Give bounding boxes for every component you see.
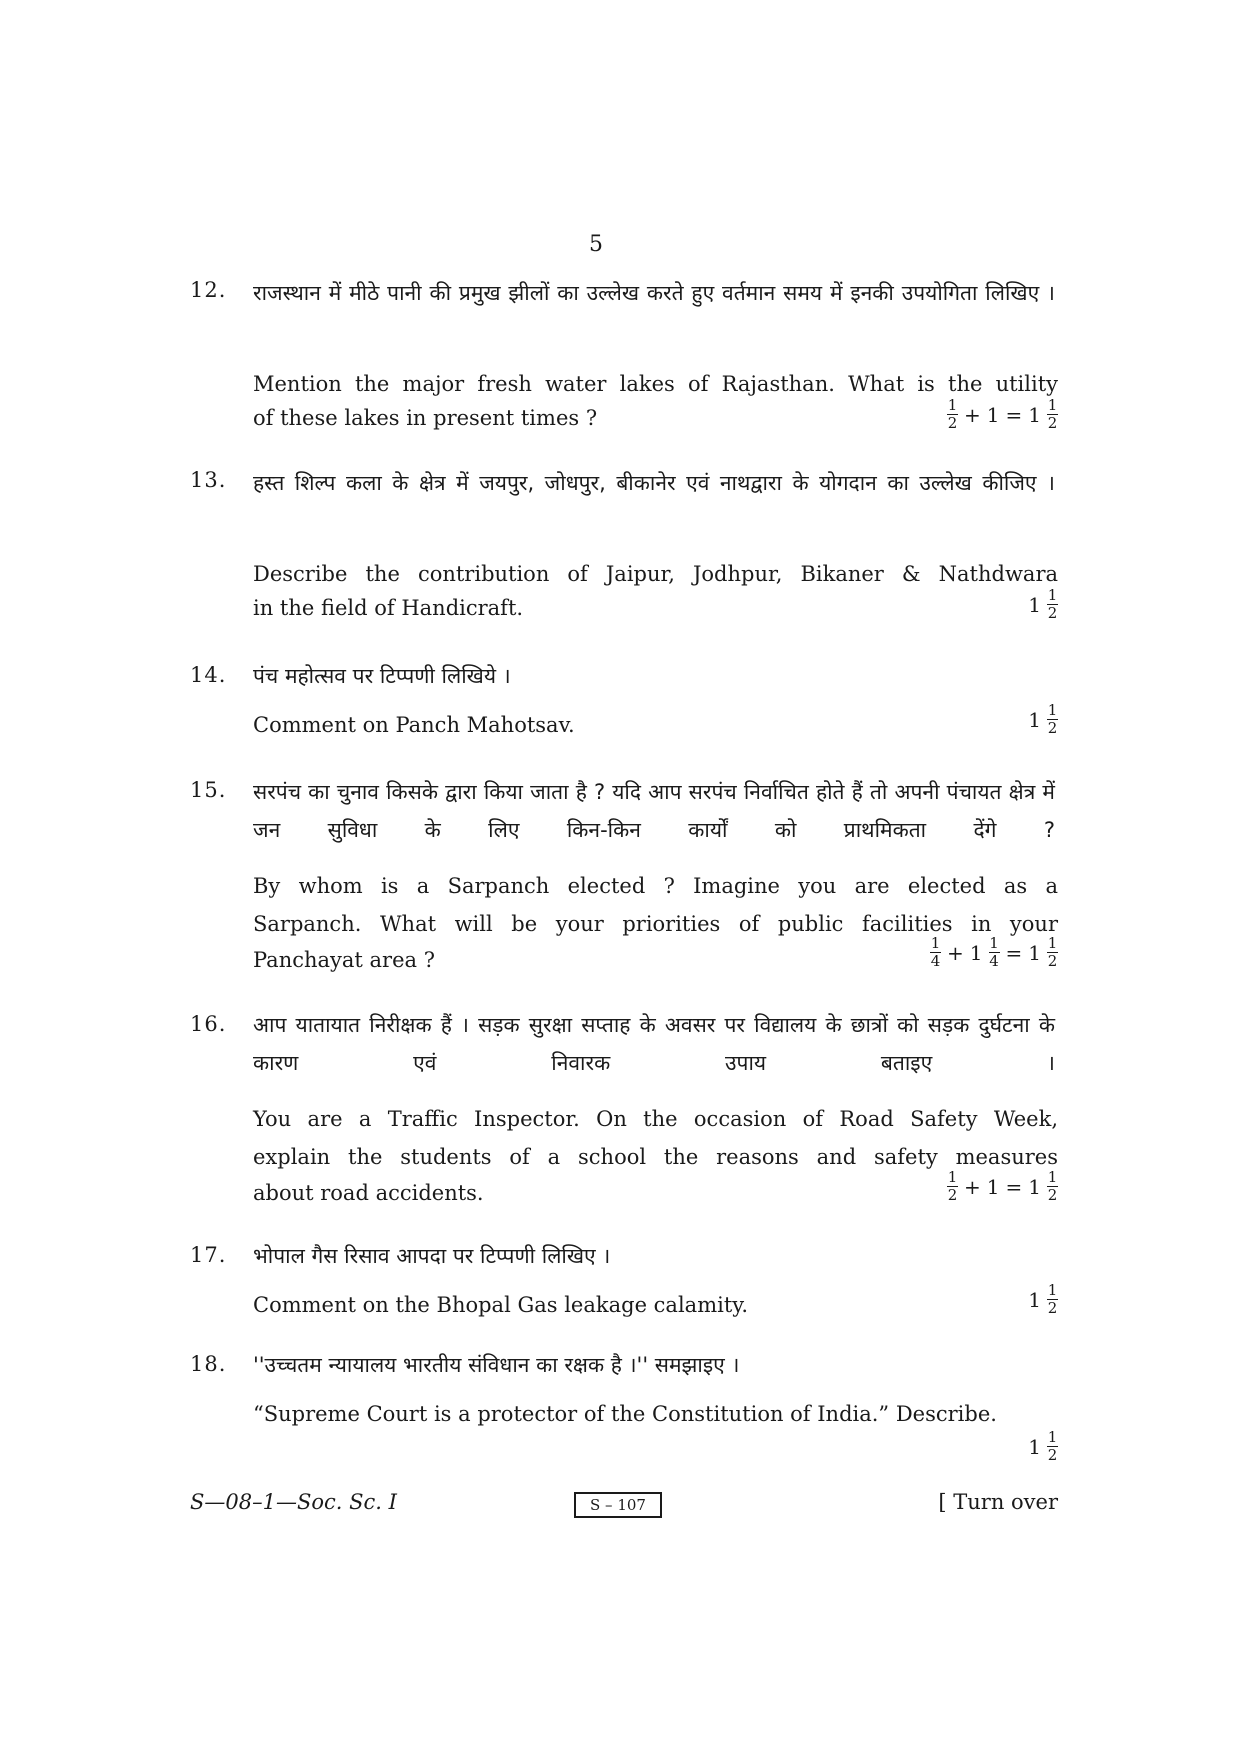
question-hindi-text: राजस्थान में मीठे पानी की प्रमुख झीलों का उल्लेख करते हुए वर्तमान समय में इनकी उपयोगिता लिखिए । bbox=[253, 281, 1055, 305]
fraction: $\frac{1}{4}$ bbox=[989, 934, 999, 970]
fraction: $\frac{1}{2}$ bbox=[1047, 396, 1058, 432]
fraction: $\frac{1}{2}$ bbox=[1047, 1281, 1058, 1317]
fraction: $\frac{1}{2}$ bbox=[1047, 934, 1058, 970]
question-english-text bbox=[253, 1397, 1058, 1431]
marks-whole: 1 bbox=[1028, 940, 1041, 965]
text-line: Comment on the Bhopal Gas leakage calamity. bbox=[253, 1293, 749, 1317]
marks bbox=[1028, 1430, 1058, 1463]
question-hindi-text: हस्त शिल्प कला के क्षेत्र में जयपुर, जोधपुर, बीकानेर एवं नाथद्वारा के योगदान का उल्लेख कीजिए । bbox=[253, 471, 1055, 495]
question-english-text bbox=[253, 708, 1058, 742]
marks-whole: 1 bbox=[1028, 1434, 1041, 1459]
question-hindi-text: पंच महोत्सव पर टिप्पणी लिखिये । bbox=[253, 664, 511, 688]
text-line: of these lakes in present times ? bbox=[253, 406, 598, 430]
question-english-text bbox=[253, 557, 1058, 625]
text-line: You are a Traffic Inspector. On the occasion of Road Safety Week, bbox=[253, 1107, 1058, 1131]
marks bbox=[1028, 1283, 1058, 1316]
marks-whole: 1 bbox=[969, 940, 983, 965]
text-line: about road accidents. bbox=[253, 1181, 484, 1205]
question-english-text bbox=[253, 1288, 1058, 1322]
text-line: explain the students of a school the reasons and safety measures bbox=[253, 1145, 1058, 1169]
question-english-text bbox=[253, 367, 1058, 435]
marks-whole: 1 bbox=[1028, 1287, 1041, 1312]
fraction: $\frac{1}{4}$ bbox=[930, 934, 941, 970]
marks bbox=[930, 936, 1058, 969]
question-number: 14. bbox=[190, 663, 227, 687]
question-number: 12. bbox=[190, 278, 227, 302]
marks-whole: 1 bbox=[1028, 592, 1041, 617]
plus-sign: + bbox=[964, 1174, 981, 1199]
marks bbox=[1028, 588, 1058, 621]
question-number: 15. bbox=[190, 778, 227, 802]
question-number: 18. bbox=[190, 1352, 227, 1376]
text-line: Comment on Panch Mahotsav. bbox=[253, 713, 575, 737]
marks-whole: 1 bbox=[1028, 707, 1041, 732]
marks bbox=[947, 398, 1058, 431]
marks-value: 1 bbox=[986, 402, 1000, 427]
question-hindi-text: भोपाल गैस रिसाव आपदा पर टिप्पणी लिखिए । bbox=[253, 1244, 611, 1268]
marks bbox=[947, 1170, 1058, 1203]
question-number: 13. bbox=[190, 468, 227, 492]
fraction: $\frac{1}{2}$ bbox=[1047, 586, 1058, 622]
turn-over-label: [ Turn over bbox=[938, 1490, 1058, 1514]
paper-code: S—08–1—Soc. Sc. I bbox=[190, 1490, 397, 1514]
marks-whole: 1 bbox=[1028, 1174, 1041, 1199]
plus-sign: + bbox=[947, 940, 964, 965]
marks-value: 1 bbox=[986, 1174, 1000, 1199]
text-line: Describe the contribution of Jaipur, Jodhpur, Bikaner & Nathdwara bbox=[253, 562, 1058, 586]
text-line: in the field of Handicraft. bbox=[253, 596, 524, 620]
plus-sign: + bbox=[964, 402, 981, 427]
question-hindi-text: आप यातायात निरीक्षक हैं । सड़क सुरक्षा सप्ताह के अवसर पर विद्यालय के छात्रों को सड़क दुर्घटना के कारण एवं निवारक उपाय बताइए । bbox=[253, 1013, 1055, 1075]
fraction: $\frac{1}{2}$ bbox=[947, 396, 958, 432]
fraction: $\frac{1}{2}$ bbox=[947, 1168, 958, 1204]
fraction: $\frac{1}{2}$ bbox=[1047, 1428, 1058, 1464]
text-line: Mention the major fresh water lakes of Rajasthan. What is the utility bbox=[253, 372, 1058, 396]
text-line: Sarpanch. What will be your priorities of public facilities in your bbox=[253, 912, 1058, 936]
question-number: 16. bbox=[190, 1012, 227, 1036]
question-english-text bbox=[253, 1100, 1058, 1210]
page-code-box: S – 107 bbox=[574, 1492, 662, 1518]
question-hindi-text: ''उच्चतम न्यायालय भारतीय संविधान का रक्षक है ।'' समझाइए । bbox=[253, 1353, 740, 1377]
fraction: $\frac{1}{2}$ bbox=[1047, 1168, 1058, 1204]
equals-sign: = bbox=[1005, 1174, 1023, 1199]
text-line: “Supreme Court is a protector of the Constitution of India.” Describe. bbox=[253, 1402, 997, 1426]
text-line: By whom is a Sarpanch elected ? Imagine you are elected as a bbox=[253, 874, 1058, 898]
page-number: 5 bbox=[589, 232, 603, 257]
text-line: Panchayat area ? bbox=[253, 948, 435, 972]
marks-whole: 1 bbox=[1028, 402, 1041, 427]
marks bbox=[1028, 703, 1058, 736]
equals-sign: = bbox=[1005, 940, 1023, 965]
question-hindi-text: सरपंच का चुनाव किसके द्वारा किया जाता है ? यदि आप सरपंच निर्वाचित होते हैं तो अपनी पंचायत क्षेत्र में जन सुविधा के लिए किन-किन कार्यों को प्राथमिकता देंगे ? bbox=[253, 780, 1055, 842]
question-number: 17. bbox=[190, 1243, 227, 1267]
equals-sign: = bbox=[1005, 402, 1023, 427]
fraction: $\frac{1}{2}$ bbox=[1047, 701, 1058, 737]
